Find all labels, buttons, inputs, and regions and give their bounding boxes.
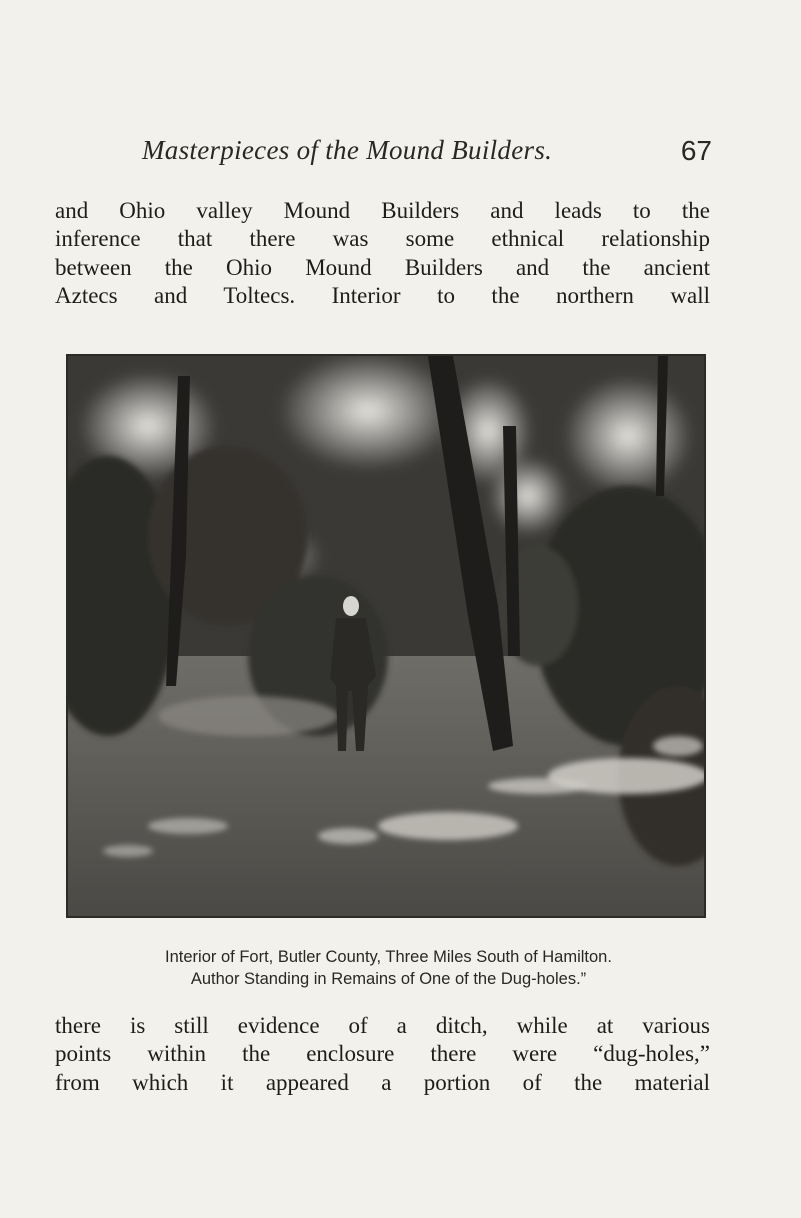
text-line: Aztecs and Toltecs. Interior to the northern wall — [55, 282, 710, 308]
figure-caption-line: Author Standing in Remains of One of the Dug-holes.” — [190, 970, 587, 988]
photograph-plate — [66, 354, 706, 918]
text-line: points within the enclosure there were “dug-holes,” — [55, 1041, 710, 1067]
page-number: 67 — [680, 135, 712, 166]
text-line: and Ohio valley Mound Builders and leads to the — [55, 198, 710, 223]
forest-photograph — [68, 356, 704, 916]
running-head — [142, 135, 712, 175]
paragraph-after-figure — [55, 1012, 710, 1097]
text-line: inference that there was some ethnical relationship — [55, 226, 710, 252]
text-line: from which it appeared a portion of the material — [55, 1069, 710, 1095]
figure-caption-line: Interior of Fort, Butler County, Three Miles South of Hamilton. — [165, 948, 612, 966]
running-title: Masterpieces of the Mound Builders. — [142, 135, 553, 165]
paragraph-before-figure — [55, 197, 710, 310]
text-line: there is still evidence of a ditch, while at various — [55, 1013, 710, 1038]
text-line: between the Ohio Mound Builders and the ancient — [55, 254, 710, 280]
